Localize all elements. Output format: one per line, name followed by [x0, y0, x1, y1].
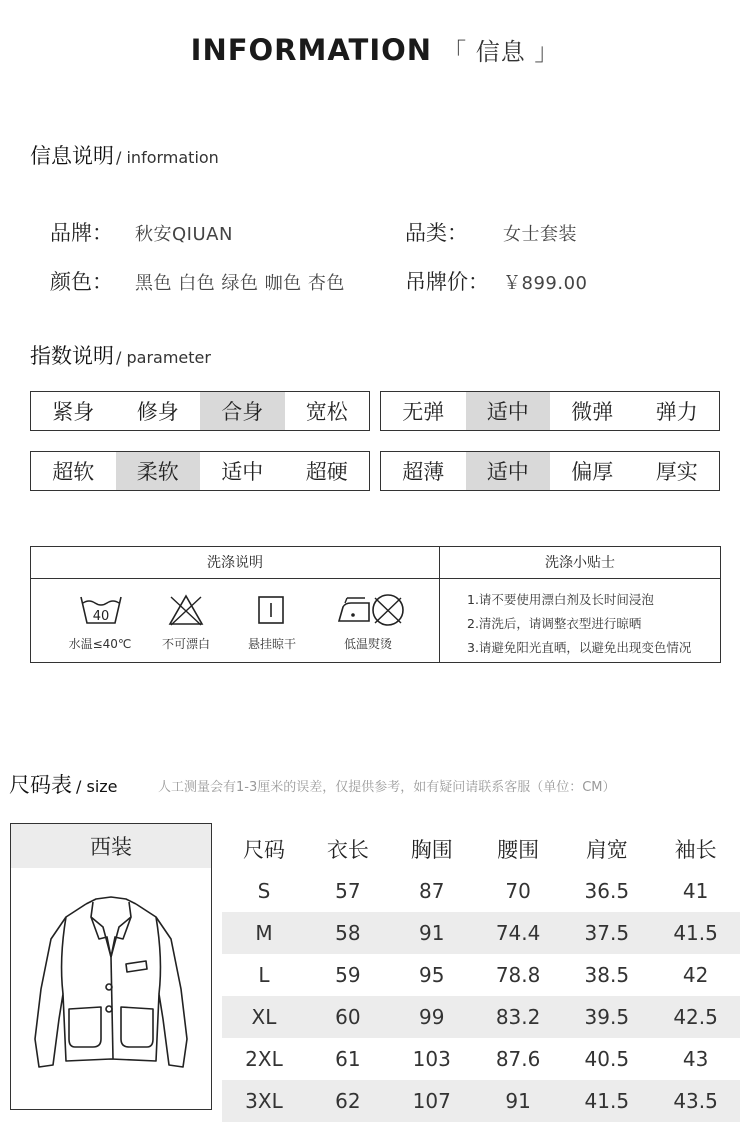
param-section-title-en: / parameter — [116, 348, 211, 367]
table-cell: 103 — [412, 1047, 451, 1071]
fit-option: 紧身 — [52, 400, 95, 424]
softness-option: 适中 — [221, 460, 264, 484]
size-table-header — [222, 828, 740, 870]
table-cell: 70 — [505, 879, 531, 903]
table-cell: 74.4 — [474, 912, 563, 954]
table-cell: 42 — [682, 963, 709, 987]
elasticity-option: 适中 — [466, 392, 551, 430]
softness-option: 柔软 — [116, 452, 201, 490]
column-header: 肩宽 — [585, 838, 628, 862]
table-cell: L — [258, 963, 270, 987]
thickness-option: 厚实 — [655, 460, 698, 484]
table-cell: 3XL — [222, 1080, 306, 1122]
table-cell: 39.5 — [562, 996, 651, 1038]
table-cell: 78.8 — [495, 963, 541, 987]
table-cell: 87.6 — [495, 1047, 541, 1071]
table-cell: 41.5 — [651, 912, 740, 954]
table-cell: 58 — [306, 912, 390, 954]
color-value: 黑色 白色 绿色 咖色 杏色 — [135, 273, 345, 294]
garment-image-panel — [10, 823, 212, 1110]
table-cell: 41.5 — [562, 1080, 651, 1122]
elasticity-option: 微弹 — [571, 400, 614, 424]
column-header: 尺码 — [242, 838, 285, 862]
category-value: 女士套装 — [503, 224, 577, 245]
price-value: ￥899.00 — [503, 273, 588, 294]
table-row — [222, 870, 740, 912]
table-cell: 91 — [390, 912, 474, 954]
wash-instructions-box — [30, 546, 721, 663]
wash-temp-number: 40 — [92, 609, 110, 624]
column-header: 衣长 — [326, 838, 369, 862]
thickness-option: 适中 — [466, 452, 551, 490]
table-cell: 61 — [335, 1047, 361, 1071]
thickness-option: 偏厚 — [571, 460, 614, 484]
wash-tip: 1.请不要使用漂白剂及长时间浸泡 — [467, 592, 654, 607]
softness-scale — [30, 451, 370, 491]
fit-scale — [30, 391, 370, 431]
table-cell: 91 — [474, 1080, 563, 1122]
size-note: 人工测量会有1-3厘米的误差，仅提供参考，如有疑问请联系客服（单位：CM） — [158, 780, 616, 795]
table-row — [222, 954, 740, 996]
size-section-heading — [9, 769, 118, 799]
wash-tip: 2.清洗后，请调整衣型进行晾晒 — [467, 616, 642, 631]
table-cell: 43 — [682, 1047, 709, 1071]
no-bleach-label: 不可漂白 — [161, 637, 210, 651]
page-title — [0, 32, 750, 67]
size-table — [222, 828, 740, 1122]
wash-icon-label: 水温≤40℃ — [68, 637, 132, 651]
table-cell: 2XL — [245, 1047, 283, 1071]
table-cell: 95 — [419, 963, 445, 987]
wash-tip: 3.请避免阳光直晒，以避免出现变色情况 — [467, 640, 692, 655]
hang-dry-label: 悬挂晾干 — [247, 637, 296, 651]
table-cell: S — [257, 879, 271, 903]
fit-option: 合身 — [200, 392, 285, 430]
fit-option: 修身 — [136, 400, 179, 424]
column-header: 袖长 — [674, 838, 717, 862]
table-cell: 41 — [682, 879, 709, 903]
table-cell: 62 — [306, 1080, 390, 1122]
table-cell: 40.5 — [584, 1047, 630, 1071]
size-section-title-en: / size — [76, 777, 118, 796]
color-label: 颜色： — [50, 270, 113, 294]
table-cell: 107 — [390, 1080, 474, 1122]
param-section-heading — [30, 340, 211, 370]
table-cell: 57 — [335, 879, 361, 903]
page-title-cn: 「 信息 」 — [442, 38, 560, 66]
category-label: 品类： — [405, 221, 468, 245]
table-cell: 43.5 — [651, 1080, 740, 1122]
table-row — [222, 912, 740, 954]
hang-dry-icon — [257, 595, 285, 625]
thickness-scale — [380, 451, 720, 491]
table-cell: 87 — [419, 879, 445, 903]
column-header: 胸围 — [410, 838, 453, 862]
table-cell: 42.5 — [651, 996, 740, 1038]
brand-label: 品牌： — [50, 221, 113, 245]
brand-value: 秋安QIUAN — [135, 224, 233, 245]
table-row — [222, 1038, 740, 1080]
table-cell: 37.5 — [562, 912, 651, 954]
elasticity-option: 无弹 — [402, 400, 445, 424]
no-bleach-icon — [167, 593, 205, 627]
table-cell: M — [222, 912, 306, 954]
low-iron-icon — [335, 593, 407, 627]
page-title-en: INFORMATION — [190, 33, 433, 67]
garment-type-label: 西装 — [11, 824, 211, 869]
elasticity-option: 弹力 — [655, 400, 698, 424]
param-section-title-cn: 指数说明 — [30, 344, 114, 368]
table-cell: XL — [222, 996, 306, 1038]
table-cell: 99 — [390, 996, 474, 1038]
table-cell: 38.5 — [584, 963, 630, 987]
fit-option: 宽松 — [305, 400, 348, 424]
wash-40-icon — [79, 593, 123, 627]
info-section-title-en: / information — [116, 148, 219, 167]
softness-option: 超硬 — [305, 460, 348, 484]
table-cell: 59 — [335, 963, 361, 987]
table-row — [222, 996, 740, 1038]
size-section-title-cn: 尺码表 — [9, 773, 72, 797]
info-section-heading — [30, 140, 219, 170]
divider — [31, 578, 720, 579]
low-iron-label: 低温熨烫 — [343, 637, 392, 651]
column-header: 腰围 — [497, 838, 540, 862]
thickness-option: 超薄 — [402, 460, 445, 484]
elasticity-scale — [380, 391, 720, 431]
wash-tips-header: 洗涤小贴士 — [545, 555, 615, 571]
softness-option: 超软 — [52, 460, 95, 484]
table-cell: 36.5 — [584, 879, 630, 903]
table-cell: 60 — [306, 996, 390, 1038]
table-cell: 83.2 — [474, 996, 563, 1038]
table-row — [222, 1080, 740, 1122]
info-section-title-cn: 信息说明 — [30, 144, 114, 168]
blazer-illustration — [11, 869, 211, 1109]
wash-header: 洗涤说明 — [207, 555, 263, 571]
price-label: 吊牌价： — [405, 270, 489, 294]
